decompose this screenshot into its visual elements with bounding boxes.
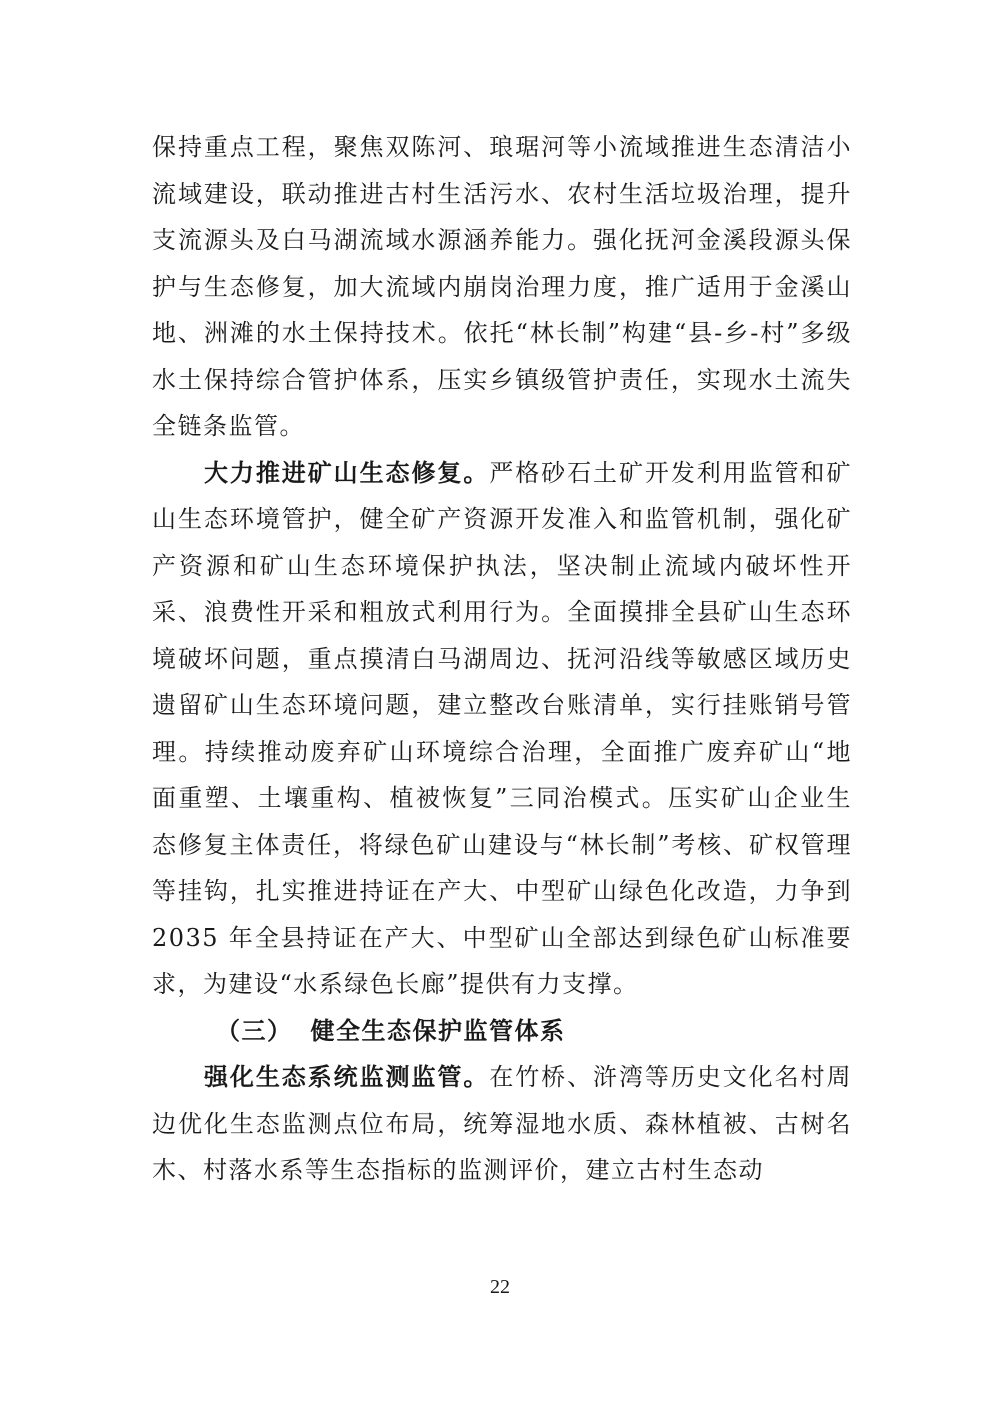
section-title: 健全生态保护监管体系 (310, 1015, 566, 1045)
paragraph-text: 保持重点工程，聚焦双陈河、琅琚河等小流域推进生态清洁小流域建设，联动推进古村生活污水、农村生活垃圾治理，提升支流源头及白马湖流域水源涵养能力。强化抚河金溪段源头保护与生态修复，加大流域内崩岗治理力度，推广适用于金溪山地、洲滩的水土保持技术。依托“林长制”构建“县-乡-村”多级水土保持综合管护体系，压实乡镇级管护责任，实现水土流失全链条监管。 (152, 133, 852, 440)
section-number: （三） (216, 1015, 293, 1045)
document-body (152, 124, 852, 1194)
paragraph-water-soil-conservation (152, 124, 852, 450)
section-heading (152, 1008, 852, 1055)
paragraph-ecological-monitoring (152, 1054, 852, 1194)
page-number: 22 (490, 1276, 510, 1298)
paragraph-lead-title: 大力推进矿山生态修复。 (204, 457, 490, 487)
paragraph-text: 严格砂石土矿开发利用监管和矿山生态环境管护，健全矿产资源开发准入和监管机制，强化矿产资源和矿山生态环境保护执法，坚决制止流域内破坏性开采、浪费性开采和粗放式利用行为。全面摸排全县矿山生态环境破坏问题，重点摸清白马湖周边、抚河沿线等敏感区域历史遗留矿山生态环境问题，建立整改台账清单，实行挂账销号管理。持续推动废弃矿山环境综合治理，全面推广废弃矿山“地面重塑、土壤重构、植被恢复”三同治模式。压实矿山企业生态修复主体责任，将绿色矿山建设与“林长制”考核、矿权管理等挂钩，扎实推进持证在产大、中型矿山绿色化改造，力争到 2035 年全县持证在产大、中型矿山全部达到绿色矿山标准要求，为建设“水系绿色长廊”提供有力支撑。 (152, 458, 852, 998)
paragraph-text: 在竹桥、浒湾等历史文化名村周边优化生态监测点位布局，统筹湿地水质、森林植被、古树名木、村落水系等生态指标的监测评价，建立古村生态动 (152, 1063, 852, 1184)
paragraph-mine-restoration (152, 450, 852, 1008)
paragraph-lead-title: 强化生态系统监测监管。 (204, 1062, 490, 1091)
